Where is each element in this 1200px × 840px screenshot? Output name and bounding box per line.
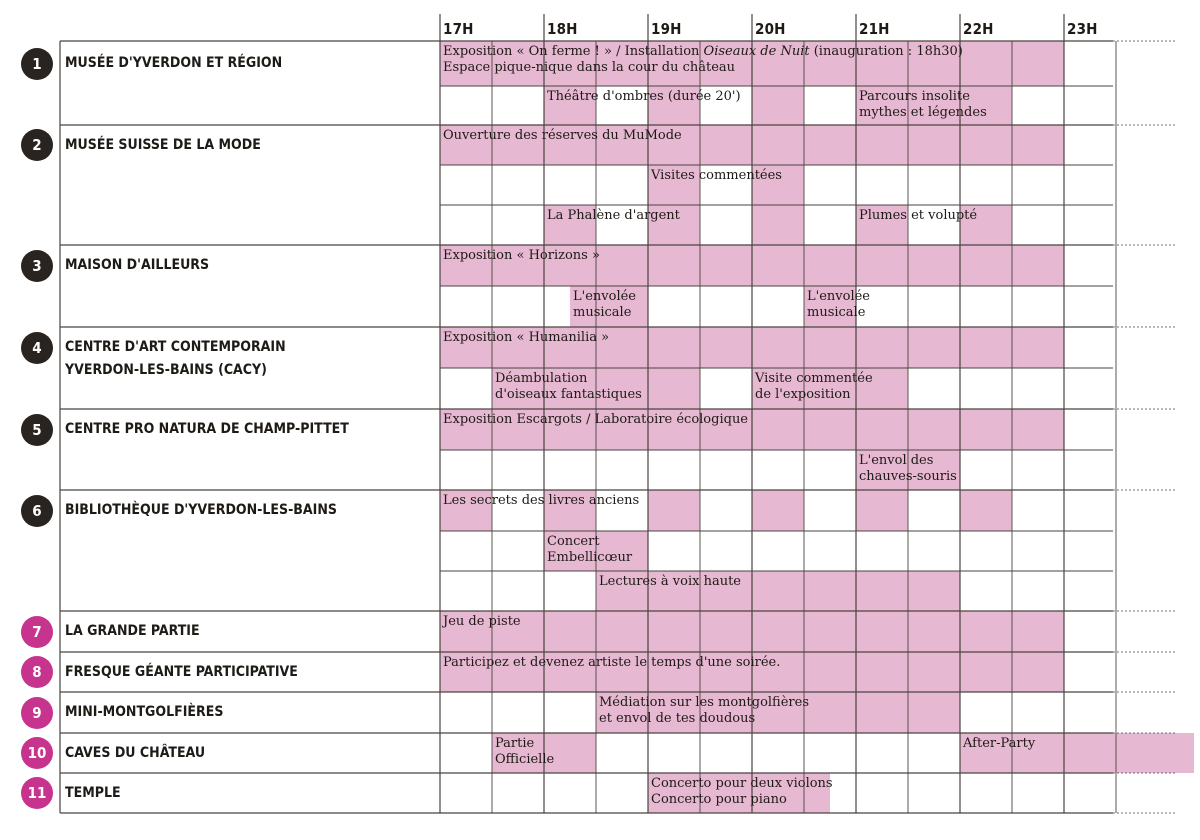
event-label: Participez et devenez artiste le temps d'une soirée. [443,655,781,670]
event-label: Concert Embellicœur [547,534,633,565]
venue-number-badge: 3 [21,250,53,282]
event-label: Parcours insolite mythes et légendes [859,89,987,120]
event-label: After-Party [963,736,1036,751]
event-label: Plumes et volupté [859,208,978,223]
event-label: Visites commentées [651,168,782,183]
venue-name: MINI-MONTGOLFIÈRES [65,704,224,720]
event-label: Théâtre d'ombres (durée 20') [547,89,741,104]
venue-name: MUSÉE D'YVERDON ET RÉGION [65,55,283,71]
venue-number-badge: 4 [21,332,53,364]
venue-name: CAVES DU CHÂTEAU [65,744,206,761]
hour-label: 23H [1067,20,1098,38]
venue-number-badge: 9 [21,697,53,729]
event-label: Déambulation d'oiseaux fantastiques [495,371,642,402]
venue-number-badge: 5 [21,414,53,446]
event-label: L'envolée musicale [807,289,870,320]
event-label: Exposition « Humanilia » [443,330,610,345]
venue-number-badge: 1 [21,48,53,80]
hour-label: 20H [755,20,786,38]
venue-name: CENTRE PRO NATURA DE CHAMP-PITTET [65,421,349,437]
venue-name: TEMPLE [65,784,121,801]
event-text: Exposition « On ferme ! » / Installation [443,44,704,59]
venue-number-badge: 7 [21,616,53,648]
event-title-italic: Oiseaux de Nuit [703,44,810,59]
event-label: Lectures à voix haute [599,574,742,589]
event-label: L'envol des chauves-souris [859,453,957,484]
event-label [443,44,963,76]
event-label: Ouverture des réserves du MuMode [443,128,682,143]
event-label: Visite commentée de l'exposition [755,371,873,402]
venue-name: CENTRE D'ART CONTEMPORAIN YVERDON-LES-BAINS (CACY) [65,339,286,378]
venue-name: LA GRANDE PARTIE [65,623,200,639]
venue-name: MAISON D'AILLEURS [65,257,210,273]
venue-name: FRESQUE GÉANTE PARTICIPATIVE [65,663,298,680]
venue-name: MUSÉE SUISSE DE LA MODE [65,136,261,153]
hour-label: 22H [963,20,994,38]
event-label: Partie Officielle [495,736,555,767]
event-label: L'envolée musicale [573,289,636,320]
venue-name: BIBLIOTHÈQUE D'YVERDON-LES-BAINS [65,502,337,518]
venue-number-badge: 2 [21,129,53,161]
event-label: Exposition « Horizons » [443,248,600,263]
venue-number-badge: 10 [21,737,53,769]
venue-number-badge: 6 [21,495,53,527]
event-text: (inauguration : 18h30) Espace pique-nique dans la cour du château [443,44,963,75]
event-label: Exposition Escargots / Laboratoire écologique [443,412,749,427]
hour-label: 21H [859,20,890,38]
hour-label: 17H [443,20,474,38]
hour-label: 18H [547,20,578,38]
event-label: Médiation sur les montgolfières et envol de tes doudous [599,695,809,726]
event-label: Les secrets des livres anciens [443,493,640,508]
venue-number-badge: 11 [21,777,53,809]
hour-label: 19H [651,20,682,38]
event-label: Concerto pour deux violons Concerto pour piano [651,776,833,807]
event-label: Jeu de piste [443,614,521,629]
event-label: La Phalène d'argent [547,208,680,223]
venue-number-badge: 8 [21,656,53,688]
